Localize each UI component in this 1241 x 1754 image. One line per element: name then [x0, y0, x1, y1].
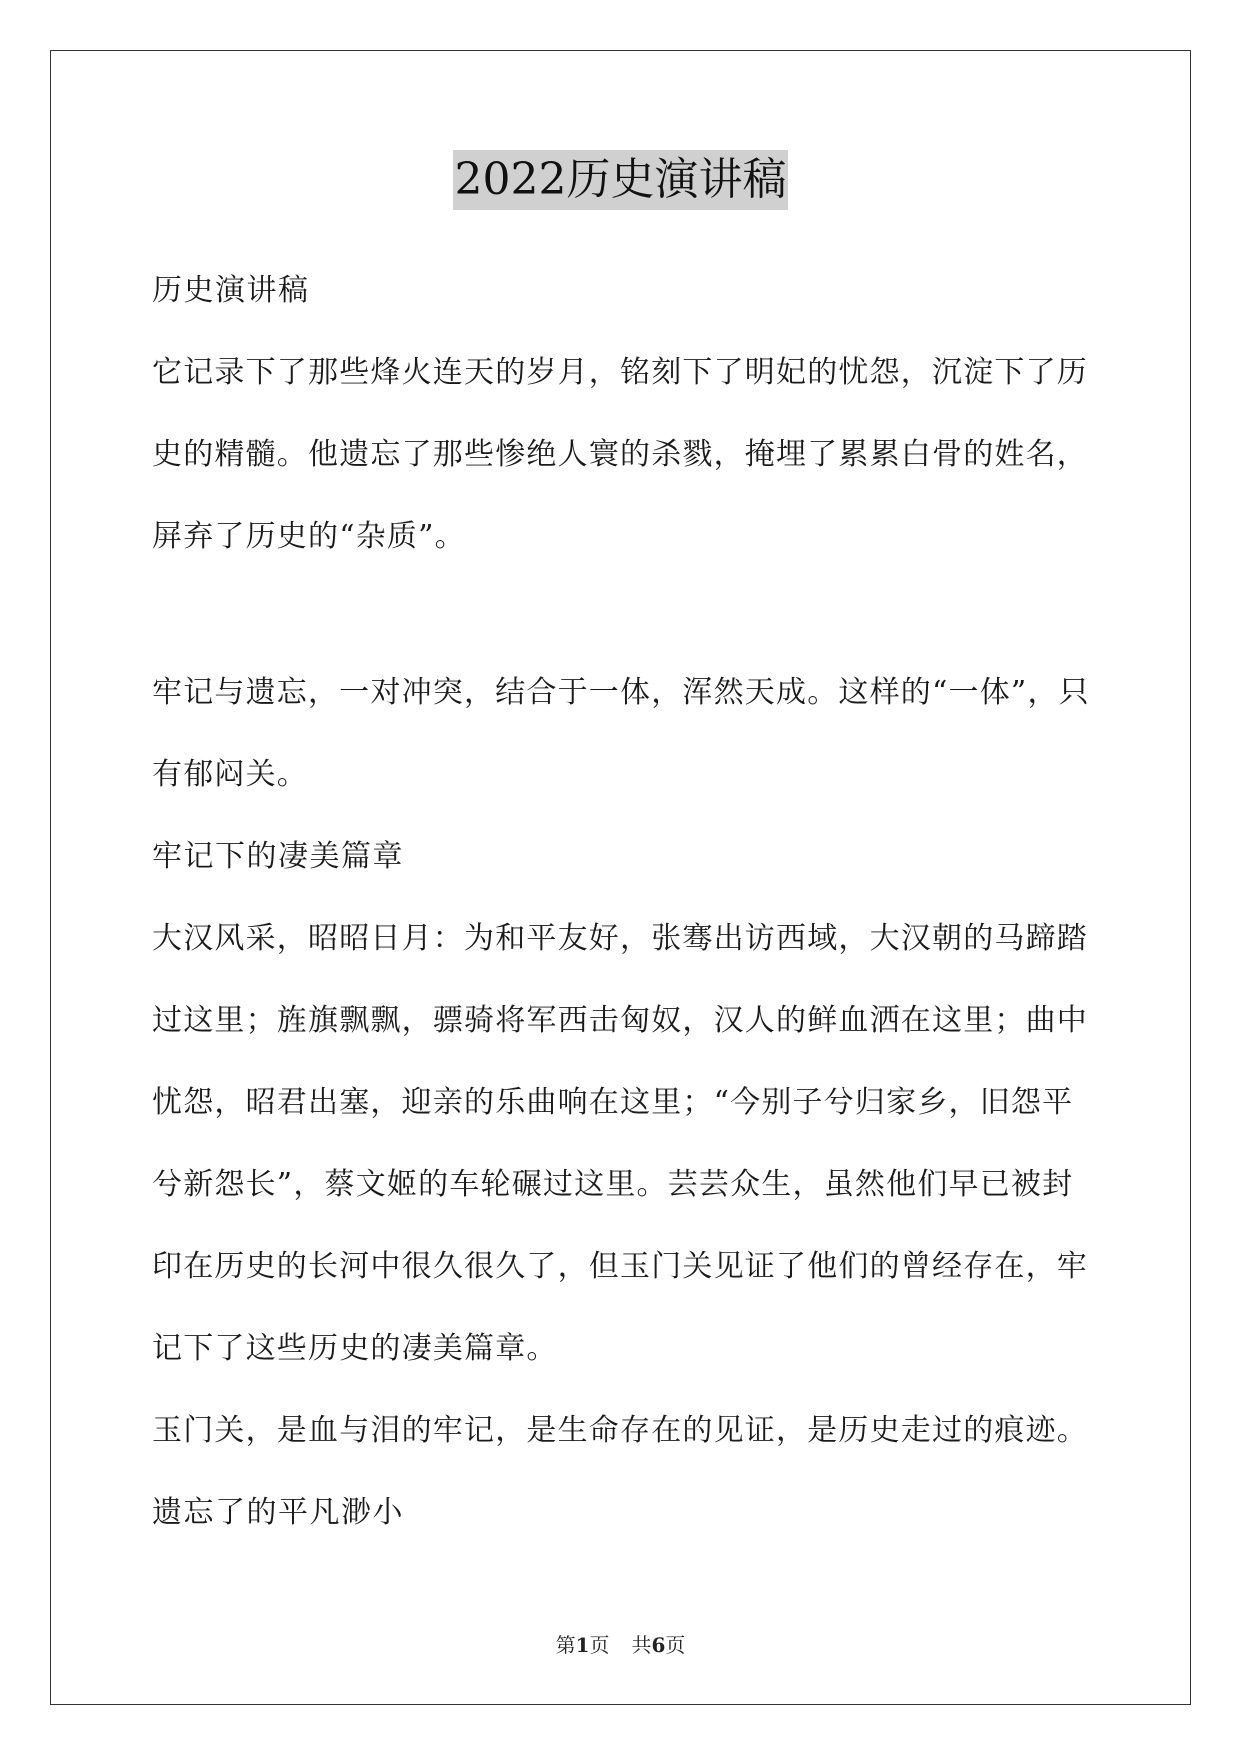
section-heading: 牢记下的凄美篇章 [152, 839, 404, 874]
paragraph-subtitle: 历史演讲稿 [152, 273, 310, 308]
page-prefix: 第 [555, 1633, 576, 1657]
paragraph: 牢记与遗忘，一对冲突，结合于一体，浑然天成。这样的“一体”，只有郁闷关。 [152, 675, 1090, 792]
paragraph: 大汉风采，昭昭日月：为和平友好，张骞出访西域，大汉朝的马蹄踏过这里；旌旗飘飘，骠骑将军西击匈奴，汉人的鲜血洒在这里；曲中忧怨，昭君出塞，迎亲的乐曲响在这里；“今别子兮归家乡，旧怨平兮新怨长”，蔡文姬的车轮碾过这里。芸芸众生，虽然他们早已被封印在历史的长河中很久很久了，但玉门关见证了他们的曾经存在，牢记下了这些历史的凄美篇章。 [152, 921, 1088, 1366]
total-prefix: 共 [631, 1633, 652, 1657]
title-container [0, 150, 1241, 210]
section-heading: 遗忘了的平凡渺小 [152, 1495, 404, 1530]
page-suffix: 页 [589, 1633, 610, 1657]
total-suffix: 页 [665, 1633, 686, 1657]
paragraph: 它记录下了那些烽火连天的岁月，铭刻下了明妃的忧怨，沉淀下了历史的精髓。他遗忘了那些惨绝人寰的杀戮，掩埋了累累白骨的姓名，屏弃了历史的“杂质”。 [152, 355, 1088, 554]
document-title: 2022历史演讲稿 [453, 150, 789, 210]
page-total: 6 [651, 1633, 666, 1657]
blank-line [152, 578, 1092, 652]
page-footer [0, 1632, 1241, 1658]
document-body [152, 250, 1092, 1554]
page-number: 1 [575, 1633, 590, 1657]
paragraph: 玉门关，是血与泪的牢记，是生命存在的见证，是历史走过的痕迹。 [152, 1413, 1088, 1448]
